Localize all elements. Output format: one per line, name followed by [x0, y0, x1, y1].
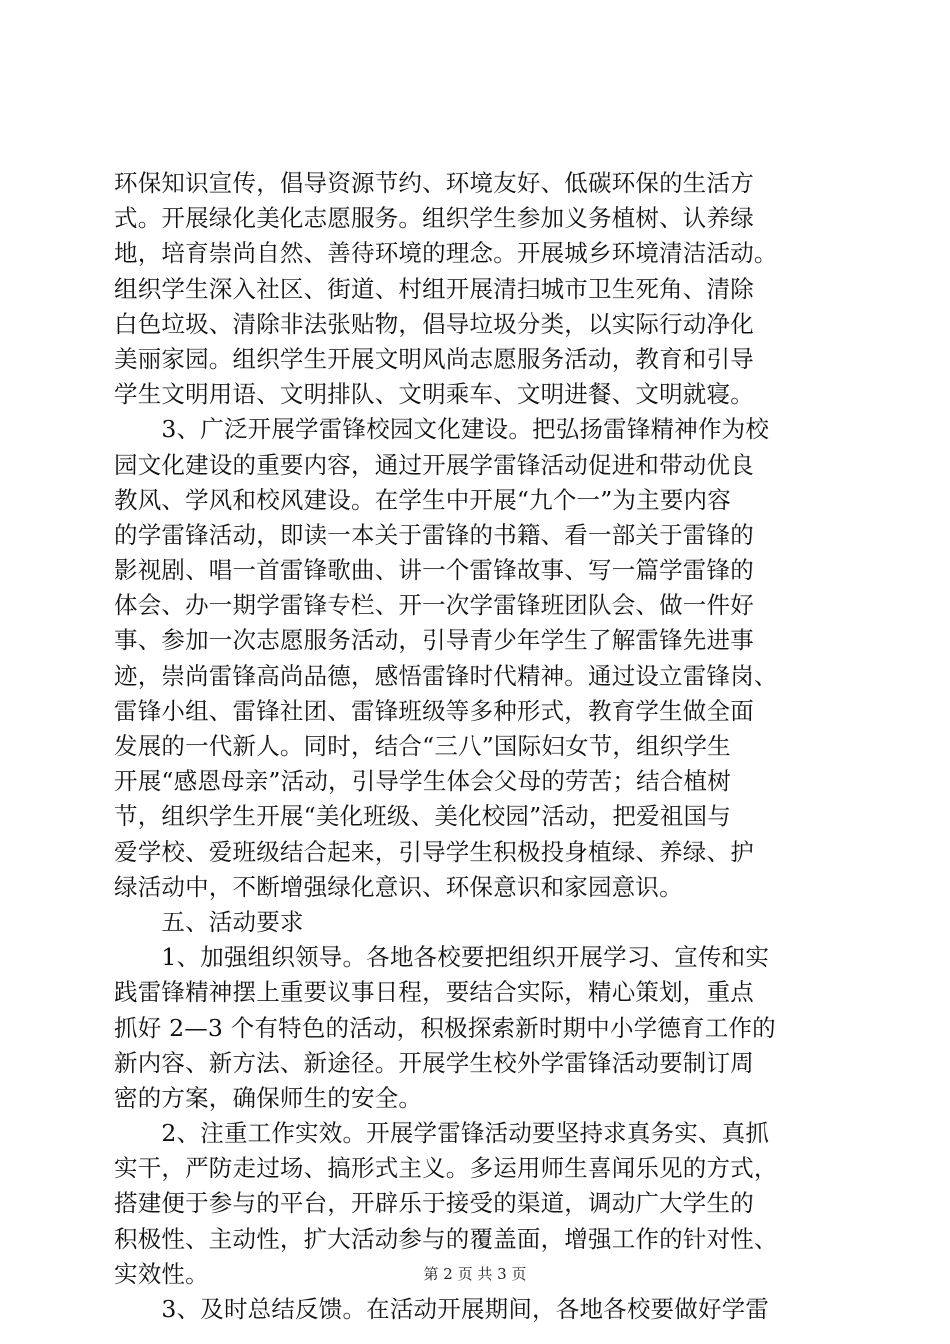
page-footer	[0, 1264, 950, 1284]
text-line: 3、及时总结反馈。在活动开展期间，各地各校要做好学雷	[114, 1295, 770, 1323]
text-line: 发展的一代新人。同时，结合“三八”国际妇女节，组织学生	[114, 732, 731, 760]
text-line: 开展“感恩母亲”活动，引导学生体会父母的劳苦；结合植树	[114, 767, 731, 796]
text-line: 体会、办一期学雷锋专栏、开一次学雷锋班团队会、做一件好	[114, 591, 754, 620]
text-line: 新内容、新方法、新途径。开展学生校外学雷锋活动要制订周	[114, 1048, 754, 1077]
page-number-label: 第 2 页 共 3 页	[423, 1265, 527, 1283]
text-line: 践雷锋精神摆上重要议事日程，要结合实际，精心策划，重点	[114, 978, 754, 1007]
text-line: 搭建便于参与的平台，开辟乐于接受的渠道，调动广大学生的	[114, 1189, 754, 1218]
text-line: 1、加强组织领导。各地各校要把组织开展学习、宣传和实	[114, 943, 770, 972]
text-line: 绿活动中，不断增强绿化意识、环保意识和家园意识。	[114, 872, 683, 901]
text-line: 环保知识宣传，倡导资源节约、环境友好、低碳环保的生活方	[114, 169, 754, 197]
text-line: 教风、学风和校风建设。在学生中开展“九个一”为主要内容	[114, 485, 731, 514]
text-line: 实干，严防走过场、搞形式主义。多运用师生喜闻乐见的方式，	[114, 1154, 778, 1183]
document-body	[114, 166, 836, 1327]
text-line: 白色垃圾、清除非法张贴物，倡导垃圾分类，以实际行动净化	[114, 309, 754, 338]
text-line: 3、广泛开展学雷锋校园文化建设。把弘扬雷锋精神作为校	[114, 415, 770, 444]
text-line: 迹，崇尚雷锋高尚品德，感悟雷锋时代精神。通过设立雷锋岗、	[114, 661, 778, 690]
text-line: 爱学校、爱班级结合起来，引导学生积极投身植绿、养绿、护	[114, 837, 754, 866]
text-line: 2、注重工作实效。开展学雷锋活动要坚持求真务实、真抓	[114, 1119, 770, 1148]
section-heading: 五、活动要求	[114, 907, 304, 936]
text-line: 美丽家园。组织学生开展文明风尚志愿服务活动，教育和引导	[114, 344, 754, 373]
text-line: 地，培育崇尚自然、善待环境的理念。开展城乡环境清洁活动。	[114, 239, 778, 268]
text-line: 抓好 2—3 个有特色的活动，积极探索新时期中小学德育工作的	[114, 1013, 776, 1042]
text-line: 的学雷锋活动，即读一本关于雷锋的书籍、看一部关于雷锋的	[114, 520, 754, 549]
text-line: 组织学生深入社区、街道、村组开展清扫城市卫生死角、清除	[114, 274, 754, 303]
text-line: 雷锋小组、雷锋社团、雷锋班级等多种形式，教育学生做全面	[114, 696, 754, 725]
text-line: 影视剧、唱一首雷锋歌曲、讲一个雷锋故事、写一篇学雷锋的	[114, 556, 754, 585]
text-line: 积极性、主动性，扩大活动参与的覆盖面，增强工作的针对性、	[114, 1224, 778, 1253]
text-line: 事、参加一次志愿服务活动，引导青少年学生了解雷锋先进事	[114, 626, 754, 655]
text-line: 园文化建设的重要内容，通过开展学雷锋活动促进和带动优良	[114, 450, 754, 479]
text-line: 实效性。	[114, 1259, 209, 1288]
text-line: 节，组织学生开展“美化班级、美化校园”活动，把爱祖国与	[114, 802, 731, 831]
text-line: 学生文明用语、文明排队、文明乘车、文明进餐、文明就寝。	[114, 380, 754, 409]
text-line: 密的方案，确保师生的安全。	[114, 1083, 423, 1112]
text-line: 式。开展绿化美化志愿服务。组织学生参加义务植树、认养绿	[114, 204, 754, 233]
